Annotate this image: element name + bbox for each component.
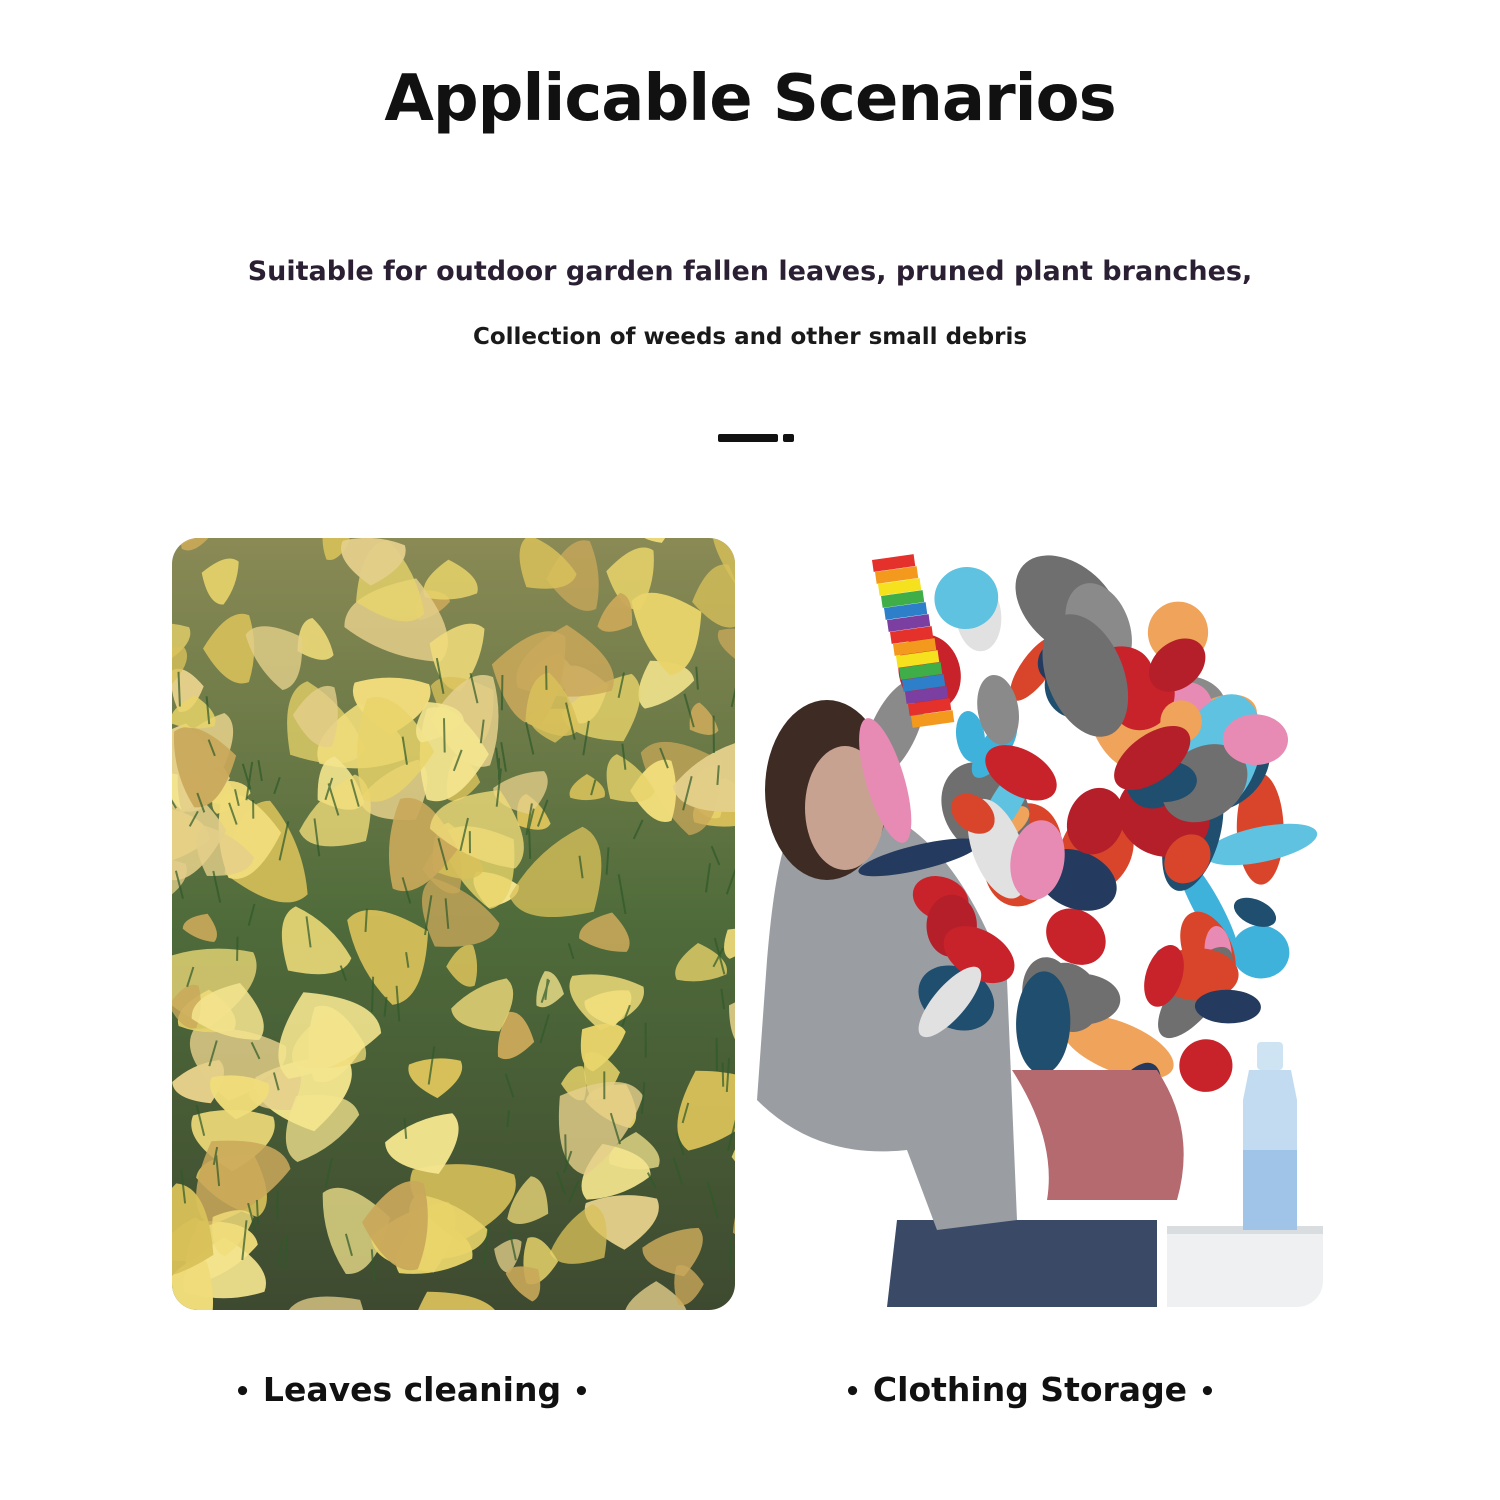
caption-clothing-text: Clothing Storage [872,1370,1188,1409]
bullet-right-start: • [844,1376,861,1407]
fallen-leaves-image [172,538,735,1310]
grass-blade [372,977,373,1012]
subtitle-line-1: Suitable for outdoor garden fallen leaves, pruned plant branches, [247,256,1253,287]
divider-short [783,434,794,442]
bullet-left-start: • [234,1376,251,1407]
caption-leaves-text: Leaves cleaning [262,1370,562,1409]
clothes-photo [757,540,1323,1307]
grass-blade [565,1134,566,1162]
caption-clothing-storage [790,1370,1270,1409]
leaves-photo [172,538,735,1310]
grass-blade [366,909,367,932]
grass-blade [502,675,503,710]
grass-blade [717,765,718,785]
grass-blade [257,1200,258,1225]
grass-blade [529,831,530,859]
bullet-left-end: • [573,1376,590,1407]
grass-blade [444,718,445,752]
subtitle-line-2: Collection of weeds and other small debris [472,324,1028,350]
caption-leaves-cleaning [172,1370,652,1409]
grass-blade [277,1191,278,1219]
grass-blade [179,672,180,707]
divider-long [718,434,778,442]
grass-blade [723,1063,724,1087]
page-title: Applicable Scenarios [384,62,1116,136]
bullet-right-end: • [1199,1376,1216,1407]
clothes-pile-image [757,540,1323,1307]
